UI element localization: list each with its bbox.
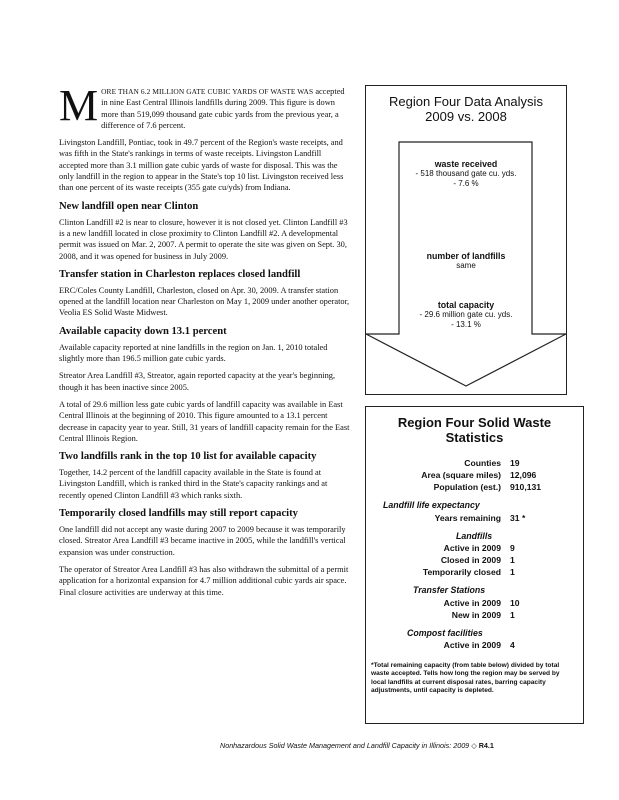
landfills-heading: Landfills [456,531,493,541]
lead-text: accepted in nine East Central Illinois landfills during 2009. This figure is down more than 519,099 thousand gate cubic yards from the previous year, a difference of 7.6 percent. [101,87,345,130]
page-footer [220,741,494,750]
transfer-stations-heading: Transfer Stations [413,585,486,595]
statistics-title: Region Four Solid Waste Statistics [397,415,552,445]
capacity-block: total capacity - 29.6 million gate cu. yds. - 13.1 % [419,300,513,329]
analysis-title: Region Four Data Analysis 2009 vs. 2008 [389,94,543,124]
paragraph-capacity-1: Available capacity reported at nine landfills in the region on Jan. 1, 2010 totaled slightly more than 196.5 million gate cubic yards. [59,342,328,364]
paragraph-top10: Together, 14.2 percent of the landfill capacity available in the State is found at Livingston Landfill, which is ranked third in the State's capacity rankings and at recently opened Clinton Landfill #3 which ranks sixth. [59,468,328,500]
lead-paragraph [59,81,351,131]
compost-heading: Compost facilities [407,628,483,638]
data-analysis-box [365,85,567,395]
paragraph-capacity-3: A total of 29.6 million less gate cubic yards of landfill capacity was available in East Central Illinois at the beginning of 2010. This figure amounted to a 13.1 percent decrease in capacity year to year. Still, 31 years of landfill capacity remain for the East Central Illinois Region. [59,399,350,443]
statistics-box: Region Four Solid Waste Statistics Counties 19 Area (square miles) 12,096 Population (est.) 910,131 Landfill life expectancy Years remaining 31 * Landfills Active in 2009 9 Closed in 2009 1 Temporarily closed 1 Transfer Stations Active in 2009 10 New in 2009 1 Compost facilities Active in 2009 4 *Total remaining capacity (from table below) divided by total waste accepted. Tells how long the region may be served by local landfills at current disposal rates, barring capacity adjustments, until capacity is depleted. [365,406,584,724]
article-column [59,81,351,604]
footer-separator: ◇ [471,741,477,750]
heading-clinton: New landfill open near Clinton [59,200,199,212]
paragraph-temp-closed-2: The operator of Streator Area Landfill #3 has also withdrawn the submittal of a permit application for a horizontal expansion for 4.7 million additional cubic yards air space. Final closure activities are underway at this time. [59,564,349,597]
landfills-block: number of landfills same [426,251,506,270]
paragraph-capacity-2: Streator Area Landfill #3, Streator, again reported capacity at the year's beginning, though it has been inactive since 2005. [59,371,336,392]
life-expectancy-heading: Landfill life expectancy [383,500,480,510]
heading-capacity: Available capacity down 13.1 percent [59,325,227,337]
paragraph-charleston: ERC/Coles County Landfill, Charleston, closed on Apr. 30, 2009. A transfer station opened at the landfill location near Charleston on May 1, 2009 under another operator, Veolia ES Solid Waste Midwest. [59,285,350,318]
lead-caps: ORE THAN 6.2 MILLION GATE CUBIC YARDS OF WASTE WAS [101,87,314,96]
heading-top10: Two landfills rank in the top 10 list for available capacity [59,451,317,463]
statistics-footnote: *Total remaining capacity (from table below) divided by total waste accepted. Tells how long the region may be served by local landfills at current disposal rates, barring capacity adjustments, until capacity is depleted. [371,662,560,695]
waste-received-block: waste received - 518 thousand gate cu. yds. - 7.6 % [415,159,517,188]
paragraph-livingston: Livingston Landfill, Pontiac, took in 49.7 percent of the Region's waste receipts, and was fifth in the State's rankings in terms of waste receipts. Livingston Landfill accepted more than 3.1 million gate cubic yards of waste for disposal. This was the only landfill in the region to appear in the State's top 10 list. Livingston received less than one percent of its waste receipts (355 gate cu/yds) from Indiana. [59,138,344,193]
page-number: R4.1 [478,741,494,750]
down-arrow-graphic [366,86,566,394]
footer-title: Nonhazardous Solid Waste Management and Landfill Capacity in Illinois: 2009 [220,741,470,750]
heading-charleston: Transfer station in Charleston replaces closed landfill [59,268,301,280]
heading-temp-closed: Temporarily closed landfills may still report capacity [59,508,298,520]
drop-cap: M [59,81,99,130]
paragraph-temp-closed-1: One landfill did not accept any waste during 2007 to 2009 because it was temporarily closed. Streator Area Landfill #3 became inactive in 2005, while the landfill's vertical expansion was under construction. [59,525,346,557]
paragraph-clinton: Clinton Landfill #2 is near to closure, however it is not closed yet. Clinton Landfill #3 is a new landfill located in close proximity to Clinton Landfill #2. A developmental permit was issued on Mar. 2, 2007. A permit to operate the site was given on Sept. 30, 2008, and it was opened for business in July 2009. [59,217,348,261]
